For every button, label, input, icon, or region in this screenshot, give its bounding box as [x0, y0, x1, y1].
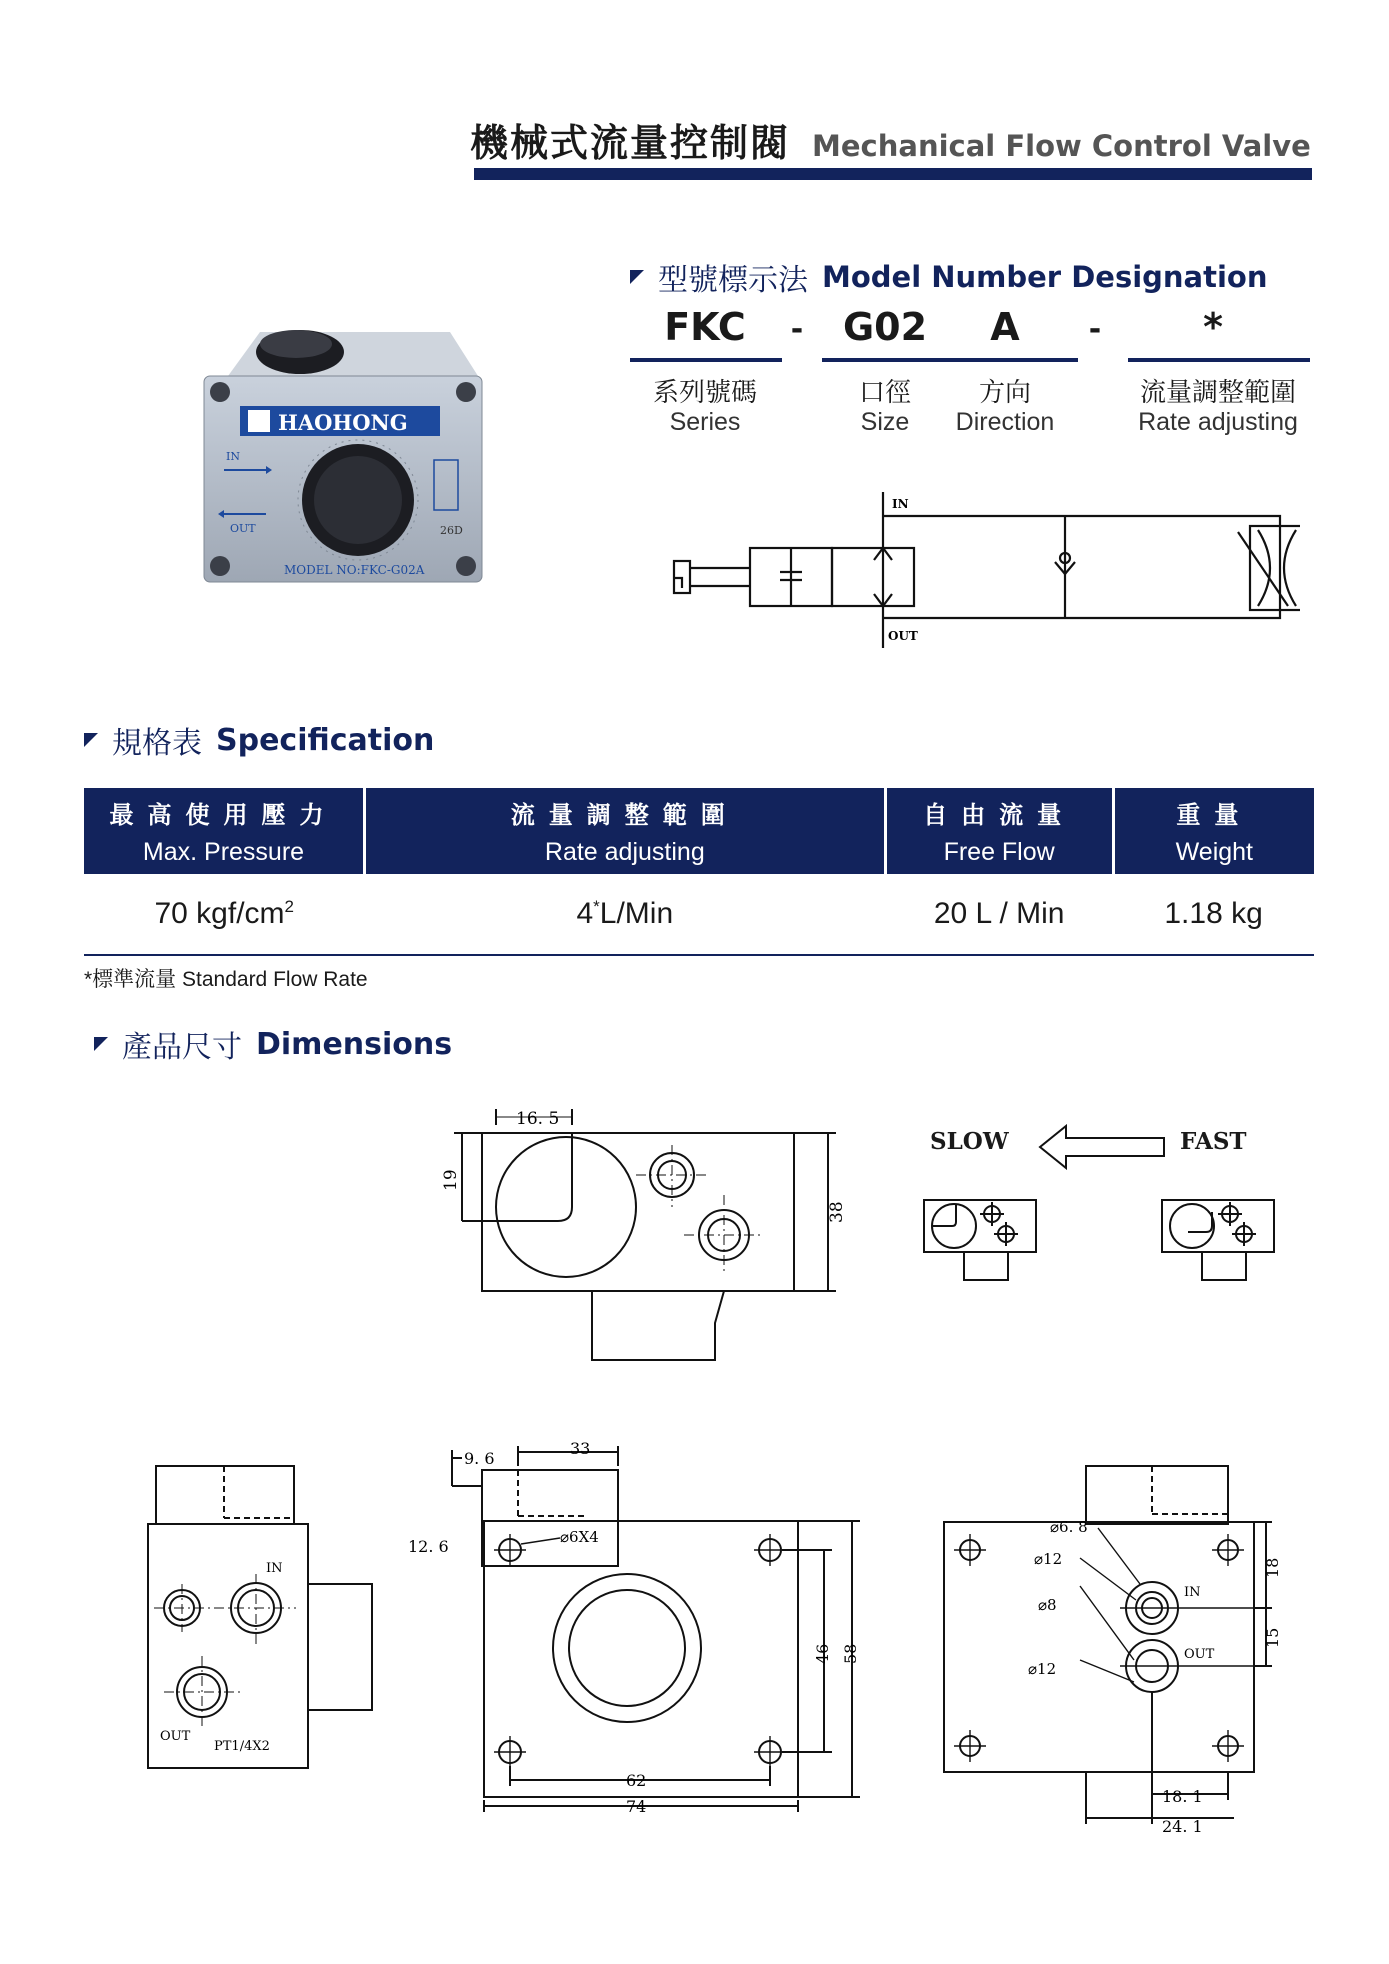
model-plate: MODEL NO:FKC-G02A — [284, 563, 425, 577]
svg-text:38: 38 — [827, 1201, 847, 1223]
code-fkc: FKC — [664, 305, 746, 349]
header-rule — [474, 168, 1312, 180]
spec-col-weight: 重量 Weight — [1113, 788, 1314, 874]
svg-text:⌀12: ⌀12 — [1034, 1550, 1063, 1568]
svg-text:62: 62 — [626, 1771, 647, 1790]
code-underline — [1128, 358, 1310, 362]
spec-col-rate: 流量調整範圍 Rate adjusting — [364, 788, 885, 874]
dash-1: - — [790, 312, 804, 347]
slow-position-icon — [920, 1192, 1040, 1284]
svg-text:PT1/4X2: PT1/4X2 — [214, 1739, 270, 1754]
svg-text:46: 46 — [813, 1643, 832, 1664]
section-marker-icon — [630, 270, 644, 284]
svg-text:26D: 26D — [440, 524, 463, 537]
svg-text:18: 18 — [1263, 1557, 1282, 1578]
svg-text:IN: IN — [266, 1561, 283, 1576]
page-header — [470, 112, 1311, 167]
spec-pressure-value: 70 kgf/$cm^2$ — [84, 874, 364, 955]
spec-header-row — [84, 788, 1314, 874]
model-designation-heading: 型號標示法 Model Number Designation — [630, 255, 1268, 299]
spec-col-free-flow: 自由流量 Free Flow — [885, 788, 1113, 874]
top-view-drawing — [440, 1095, 860, 1375]
slow-label: SLOW — [930, 1128, 1009, 1155]
product-photo — [200, 318, 490, 588]
page-title-en: Mechanical Flow Control Valve — [812, 129, 1311, 163]
svg-text:9. 6: 9. 6 — [464, 1449, 495, 1468]
svg-text:OUT: OUT — [230, 522, 256, 535]
page-title-zh: 機械式流量控制閥 — [470, 121, 791, 165]
svg-text:⌀8: ⌀8 — [1038, 1596, 1057, 1614]
spec-table — [84, 788, 1314, 956]
dash-2: - — [1088, 312, 1102, 347]
spec-footnote: *標準流量 Standard Flow Rate — [84, 968, 368, 991]
dimensions-heading: 產品尺寸 Dimensions — [94, 1022, 452, 1066]
svg-text:15: 15 — [1263, 1627, 1282, 1648]
fast-label: FAST — [1180, 1128, 1247, 1155]
svg-text:12. 6: 12. 6 — [408, 1537, 449, 1556]
code-g02: G02 — [842, 305, 928, 349]
back-view-drawing — [930, 1460, 1290, 1840]
svg-text:24. 1: 24. 1 — [1162, 1817, 1203, 1836]
spec-col-pressure: 最高使用壓力 Max. Pressure — [84, 788, 364, 874]
code-a: A — [990, 305, 1020, 349]
svg-text:OUT: OUT — [888, 629, 918, 643]
svg-text:⌀12: ⌀12 — [1028, 1660, 1057, 1678]
svg-text:OUT: OUT — [1184, 1647, 1215, 1662]
svg-text:IN: IN — [892, 497, 909, 511]
spec-value-row — [84, 874, 1314, 955]
svg-text:19: 19 — [441, 1169, 461, 1191]
section-marker-icon — [94, 1037, 108, 1051]
spec-weight-value: 1.18 kg — [1113, 874, 1314, 955]
svg-text:IN: IN — [1184, 1585, 1201, 1600]
svg-text:⌀6X4: ⌀6X4 — [560, 1528, 599, 1546]
code-underline — [822, 358, 1078, 362]
svg-text:58: 58 — [841, 1643, 860, 1664]
spec-rate-value: 4*L/Min — [364, 874, 885, 955]
svg-text:74: 74 — [626, 1797, 647, 1816]
svg-text:⌀6. 8: ⌀6. 8 — [1050, 1518, 1088, 1536]
svg-text:IN: IN — [226, 450, 240, 463]
spec-free-flow-value: 20 L / Min — [885, 874, 1113, 955]
hydraulic-symbol — [660, 488, 1300, 658]
side-view-drawing — [140, 1460, 380, 1780]
brand-logo: HAOHONG — [278, 410, 408, 435]
code-star: * — [1203, 305, 1223, 349]
section-marker-icon — [84, 733, 98, 747]
code-underline — [630, 358, 782, 362]
fast-position-icon — [1158, 1192, 1278, 1284]
specification-heading: 規格表 Specification — [84, 718, 434, 762]
svg-text:16. 5: 16. 5 — [516, 1109, 560, 1129]
front-view-drawing — [400, 1430, 870, 1820]
svg-text:OUT: OUT — [160, 1729, 191, 1744]
svg-text:18. 1: 18. 1 — [1162, 1787, 1203, 1806]
slow-arrow-icon — [1038, 1124, 1168, 1170]
svg-text:33: 33 — [570, 1439, 591, 1458]
